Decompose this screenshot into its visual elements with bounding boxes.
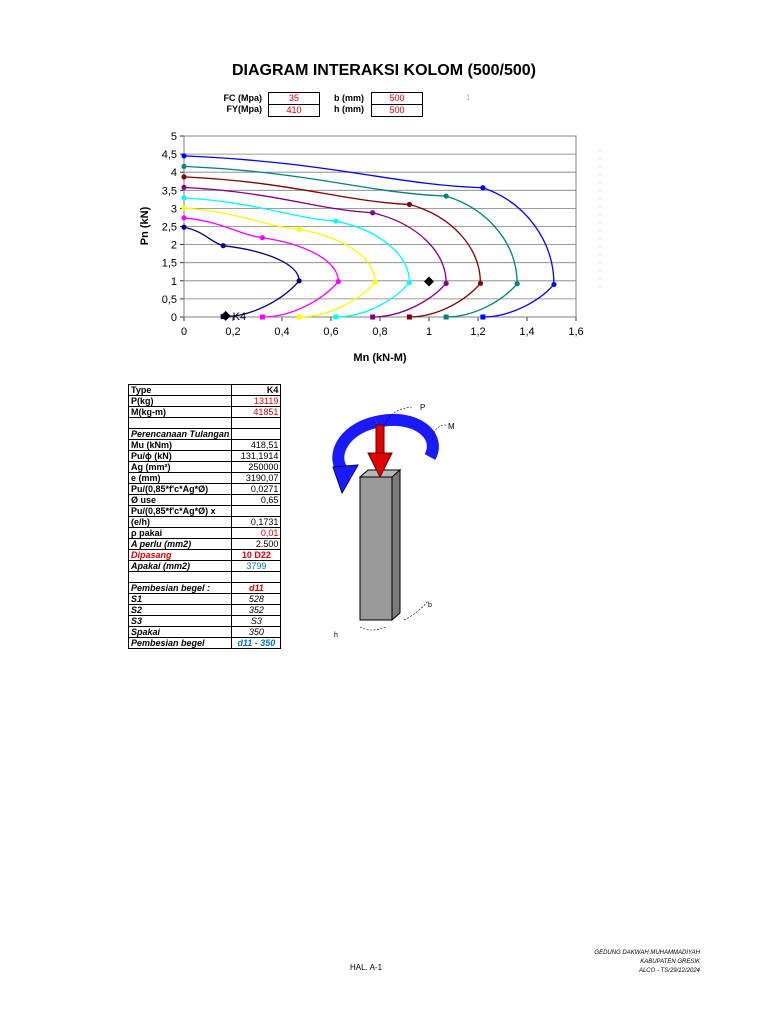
row-label: Pu/(0,85*f'c*Ag*Ø) x: [129, 506, 232, 517]
x-tick-label: 1,4: [519, 326, 535, 338]
series-point: [181, 205, 186, 210]
series-point: [480, 315, 485, 320]
row-value: 13119: [232, 396, 281, 407]
b-label: b (mm): [334, 93, 364, 103]
series-point: [407, 202, 412, 207]
row-label: Pu/ϕ (kN): [129, 451, 232, 462]
footer-code: ALCO - TS/29/12/2024: [638, 968, 700, 974]
marker-label: K4: [232, 310, 247, 323]
series-point: [370, 315, 375, 320]
y-tick-label: 2: [170, 239, 177, 252]
moment-arrow-head: [333, 465, 358, 493]
series-point: [478, 281, 483, 286]
table-row: [129, 506, 281, 517]
table-row: [129, 605, 281, 616]
x-tick-label: 0,4: [274, 326, 290, 338]
table-row: [129, 484, 281, 495]
chart-grid: [180, 136, 576, 321]
row-value: 250000: [232, 462, 281, 473]
table-row: [129, 407, 281, 418]
x-tick-label: 1,6: [568, 326, 584, 338]
row-label: M(kg-m): [129, 407, 232, 418]
table-row: [129, 385, 281, 396]
row-value: 0,0271: [232, 484, 281, 495]
column-side: [392, 470, 400, 620]
series-point: [444, 315, 449, 320]
row-value: 0,01: [232, 528, 281, 539]
row-value: 131,1914: [232, 451, 281, 462]
row-value: [232, 418, 281, 429]
row-value: d11 - 350: [232, 638, 281, 649]
y-tick-label: 0,5: [161, 293, 177, 306]
table-row: [129, 440, 281, 451]
row-label: [129, 572, 232, 583]
series-point: [336, 279, 341, 284]
chart-series: [181, 153, 556, 319]
row-value: S3: [232, 616, 281, 627]
h-dim-label: h: [334, 632, 338, 639]
series-point: [181, 174, 186, 179]
footer-location: KABUPATEN GRESIK: [640, 959, 700, 965]
page-title: DIAGRAM INTERAKSI KOLOM (500/500): [231, 62, 537, 79]
row-label: P(kg): [129, 396, 232, 407]
series-point: [297, 278, 302, 283]
y-tick-labels: [162, 131, 177, 324]
row-label: S2: [129, 605, 232, 616]
series-point: [181, 185, 186, 190]
load-point-marker: [424, 277, 434, 287]
row-value: 418,51: [232, 440, 281, 451]
row-value: 352: [232, 605, 281, 616]
m-label: M: [448, 422, 455, 431]
load-arrow-shaft: [376, 425, 384, 453]
fc-value[interactable]: 35: [268, 92, 320, 105]
row-label: Ø use: [129, 495, 232, 506]
row-value: 3799: [232, 561, 281, 572]
x-tick-label: 0: [180, 326, 188, 338]
fc-label: FC (Mpa): [223, 93, 262, 103]
table-row: [129, 396, 281, 407]
row-label: Apakai (mm2): [129, 561, 232, 572]
row-label: A perlu (mm2): [129, 539, 232, 550]
row-value: [232, 506, 281, 517]
table-row: [129, 528, 281, 539]
table-row: [129, 517, 281, 528]
x-tick-label: 0,6: [323, 326, 339, 338]
side-mark: 1: [466, 93, 471, 102]
x-tick-label: 1: [425, 326, 433, 338]
y-tick-label: 3: [170, 203, 177, 216]
row-value: [232, 572, 281, 583]
p-label: P: [420, 403, 426, 412]
series-point: [181, 225, 186, 230]
h-label: h (mm): [334, 104, 364, 114]
table-row: [129, 627, 281, 638]
series-point: [370, 210, 375, 215]
table-row: [129, 594, 281, 605]
interaction-chart: [120, 125, 610, 370]
row-value: 0,1731: [232, 517, 281, 528]
load-point-marker: [221, 311, 231, 321]
chart-markers: [221, 277, 434, 323]
series-point: [181, 215, 186, 220]
table-row: [129, 539, 281, 550]
series-point: [480, 185, 485, 190]
series-point: [333, 315, 338, 320]
table-row: [129, 550, 281, 561]
table-row: [129, 495, 281, 506]
x-tick-label: 1,2: [470, 326, 486, 338]
row-label: Pu/(0,85*f'c*Ag*Ø): [129, 484, 232, 495]
row-label: Mu (kNm): [129, 440, 232, 451]
series-line: [184, 187, 446, 317]
y-tick-label: 2,5: [161, 221, 177, 234]
y-tick-label: 4: [170, 167, 177, 180]
row-label: (e/h): [129, 517, 232, 528]
table-row: [129, 473, 281, 484]
table-row: [129, 429, 281, 440]
row-label: Ag (mm²): [129, 462, 232, 473]
series-point: [297, 227, 302, 232]
row-value: 10 D22: [232, 550, 281, 561]
y-tick-label: 4,5: [161, 149, 177, 162]
row-label: Pembesian begel: [129, 638, 232, 649]
series-point: [551, 282, 556, 287]
row-value: 350: [232, 627, 281, 638]
row-value: 2.500: [232, 539, 281, 550]
fy-value[interactable]: 410: [268, 104, 320, 117]
fy-label: FY(Mpa): [226, 104, 262, 114]
series-point: [333, 218, 338, 223]
table-row: [129, 418, 281, 429]
row-value: d11: [232, 583, 281, 594]
h-value[interactable]: 500: [371, 104, 423, 117]
series-point: [297, 315, 302, 320]
calculation-table: [128, 384, 281, 649]
series-point: [221, 243, 226, 248]
y-tick-label: 1: [170, 275, 177, 288]
row-label: Pembesian begel :: [129, 583, 232, 594]
x-tick-label: 0,8: [372, 326, 388, 338]
row-label: ρ pakai: [129, 528, 232, 539]
b-dim-label: b: [428, 602, 432, 609]
y-axis-label: Pn (kN): [139, 206, 151, 246]
row-label: Type: [129, 385, 232, 396]
series-point: [515, 281, 520, 286]
table-row: [129, 616, 281, 627]
series-point: [373, 280, 378, 285]
y-tick-label: 1,5: [161, 257, 177, 270]
series-point: [260, 315, 265, 320]
series-line: [184, 156, 554, 317]
series-point: [444, 193, 449, 198]
table-row: [129, 451, 281, 462]
table-row: [129, 583, 281, 594]
row-value: 528: [232, 594, 281, 605]
table-row: [129, 572, 281, 583]
row-value: [232, 429, 281, 440]
column-figure: [320, 395, 460, 645]
y-tick-label: 3,5: [161, 185, 177, 198]
row-value: 0,65: [232, 495, 281, 506]
row-value: 41851: [232, 407, 281, 418]
table-row: [129, 561, 281, 572]
row-value: K4: [232, 385, 281, 396]
row-label: Spakai: [129, 627, 232, 638]
series-point: [181, 153, 186, 158]
column-front: [360, 477, 392, 620]
series-line: [184, 227, 299, 316]
row-label: Perencanaan Tulangan: [129, 429, 232, 440]
x-tick-label: 0,2: [225, 326, 241, 338]
b-value[interactable]: 500: [371, 92, 423, 105]
table-row: [129, 462, 281, 473]
table-row: [129, 638, 281, 649]
row-value: 3190,07: [232, 473, 281, 484]
series-point: [444, 281, 449, 286]
y-tick-label: 0: [170, 312, 177, 324]
x-tick-labels: [181, 326, 584, 338]
x-axis-label: Mn (kN-M): [353, 352, 407, 364]
y-tick-label: 5: [170, 131, 177, 143]
series-point: [181, 195, 186, 200]
row-label: [129, 418, 232, 429]
footer-project: GEDUNG DAKWAH MUHAMMADIYAH: [594, 950, 700, 956]
row-label: e (mm): [129, 473, 232, 484]
series-point: [260, 235, 265, 240]
row-label: S1: [129, 594, 232, 605]
series-point: [407, 315, 412, 320]
series-point: [407, 280, 412, 285]
row-label: S3: [129, 616, 232, 627]
row-label: Dipasang: [129, 550, 232, 561]
page-number: HAL. A-1: [350, 963, 383, 972]
series-line: [184, 166, 517, 317]
series-point: [181, 164, 186, 169]
